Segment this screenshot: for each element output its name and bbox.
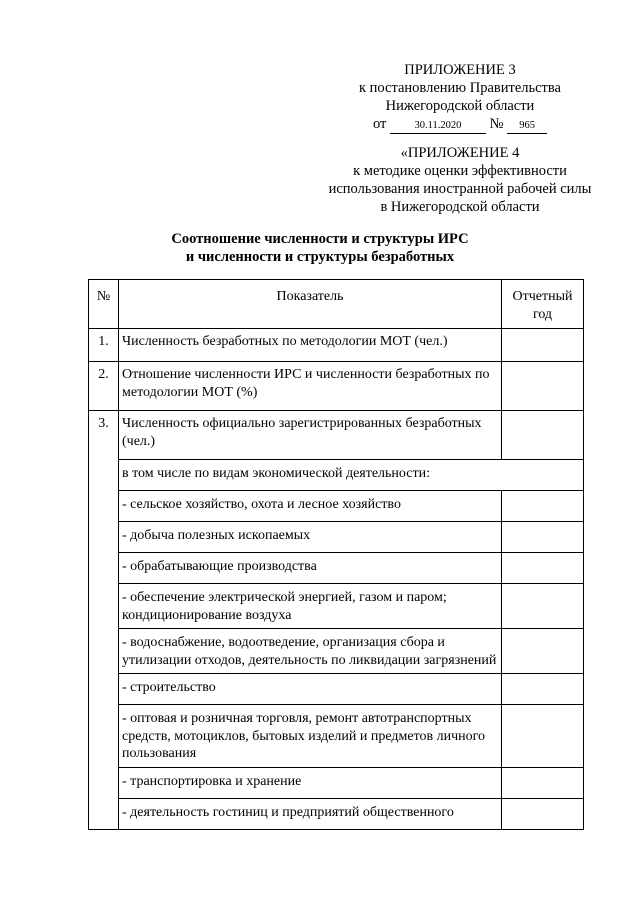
row-indicator: - обрабатывающие производства xyxy=(119,553,502,584)
appendix-header xyxy=(300,61,620,134)
header-number: № xyxy=(89,280,119,329)
method-title: «ПРИЛОЖЕНИЕ 4 xyxy=(400,145,520,161)
table-row xyxy=(89,362,584,411)
row-indicator: - транспортировка и хранение xyxy=(119,767,502,798)
table-row xyxy=(89,411,584,460)
decree-date: 30.11.2020 xyxy=(390,117,486,134)
row-value xyxy=(502,705,584,768)
table-header-row xyxy=(89,280,584,329)
table-row xyxy=(89,460,584,491)
row-value xyxy=(502,522,584,553)
row-value xyxy=(502,491,584,522)
row-value xyxy=(502,329,584,362)
decree-number: 965 xyxy=(507,117,547,134)
row-value xyxy=(502,584,584,629)
row-value xyxy=(502,629,584,674)
method-line-4: в Нижегородской области xyxy=(380,199,540,215)
appendix-decree-line: к постановлению Правительства xyxy=(359,80,561,96)
method-line-3: использования иностранной рабочей силы xyxy=(328,181,592,197)
document-title xyxy=(0,230,640,266)
appendix-date-line xyxy=(300,115,620,134)
table-row xyxy=(89,584,584,629)
method-line-2: к методике оценки эффективности xyxy=(353,163,567,179)
row-indicator: - добыча полезных ископаемых xyxy=(119,522,502,553)
row-number: 1. xyxy=(89,329,119,362)
row-indicator: - водоснабжение, водоотведение, организация сбора и утилизации отходов, деятельность по ликвидации загрязнений xyxy=(119,629,502,674)
row-indicator: - сельское хозяйство, охота и лесное хозяйство xyxy=(119,491,502,522)
row-indicator: - строительство xyxy=(119,674,502,705)
row-indicator: Отношение численности ИРС и численности безработных по методологии МОТ (%) xyxy=(119,362,502,411)
row-number: 2. xyxy=(89,362,119,411)
row-indicator: Численность безработных по методологии МОТ (чел.) xyxy=(119,329,502,362)
row-indicator: - оптовая и розничная торговля, ремонт автотранспортных средств, мотоциклов, бытовых изделий и предметов личного пользования xyxy=(119,705,502,768)
appendix-region-line: Нижегородской области xyxy=(385,98,535,114)
row-indicator: - обеспечение электрической энергией, газом и паром; кондиционирование воздуха xyxy=(119,584,502,629)
table-row xyxy=(89,674,584,705)
table-row xyxy=(89,705,584,768)
header-reporting-year: Отчетный год xyxy=(502,280,584,329)
table-row xyxy=(89,798,584,829)
row-number: 3. xyxy=(89,411,119,830)
row-indicator: - деятельность гостиниц и предприятий общественного xyxy=(119,798,502,829)
row-indicator: в том числе по видам экономической деятельности: xyxy=(119,460,584,491)
row-value xyxy=(502,553,584,584)
table-row xyxy=(89,767,584,798)
row-value xyxy=(502,362,584,411)
row-value xyxy=(502,798,584,829)
title-line-1: Соотношение численности и структуры ИРС xyxy=(171,231,469,247)
table-row xyxy=(89,329,584,362)
row-value xyxy=(502,674,584,705)
method-header xyxy=(300,144,620,216)
number-label: № xyxy=(489,116,504,132)
indicators-table xyxy=(88,279,584,830)
table-row xyxy=(89,629,584,674)
table-row xyxy=(89,522,584,553)
appendix-title: ПРИЛОЖЕНИЕ 3 xyxy=(404,62,516,78)
row-indicator: Численность официально зарегистрированных безработных (чел.) xyxy=(119,411,502,460)
row-value xyxy=(502,411,584,460)
from-label: от xyxy=(372,116,387,132)
header-indicator: Показатель xyxy=(119,280,502,329)
title-line-2: и численности и структуры безработных xyxy=(185,249,455,265)
table-row xyxy=(89,491,584,522)
row-value xyxy=(502,767,584,798)
table-row xyxy=(89,553,584,584)
